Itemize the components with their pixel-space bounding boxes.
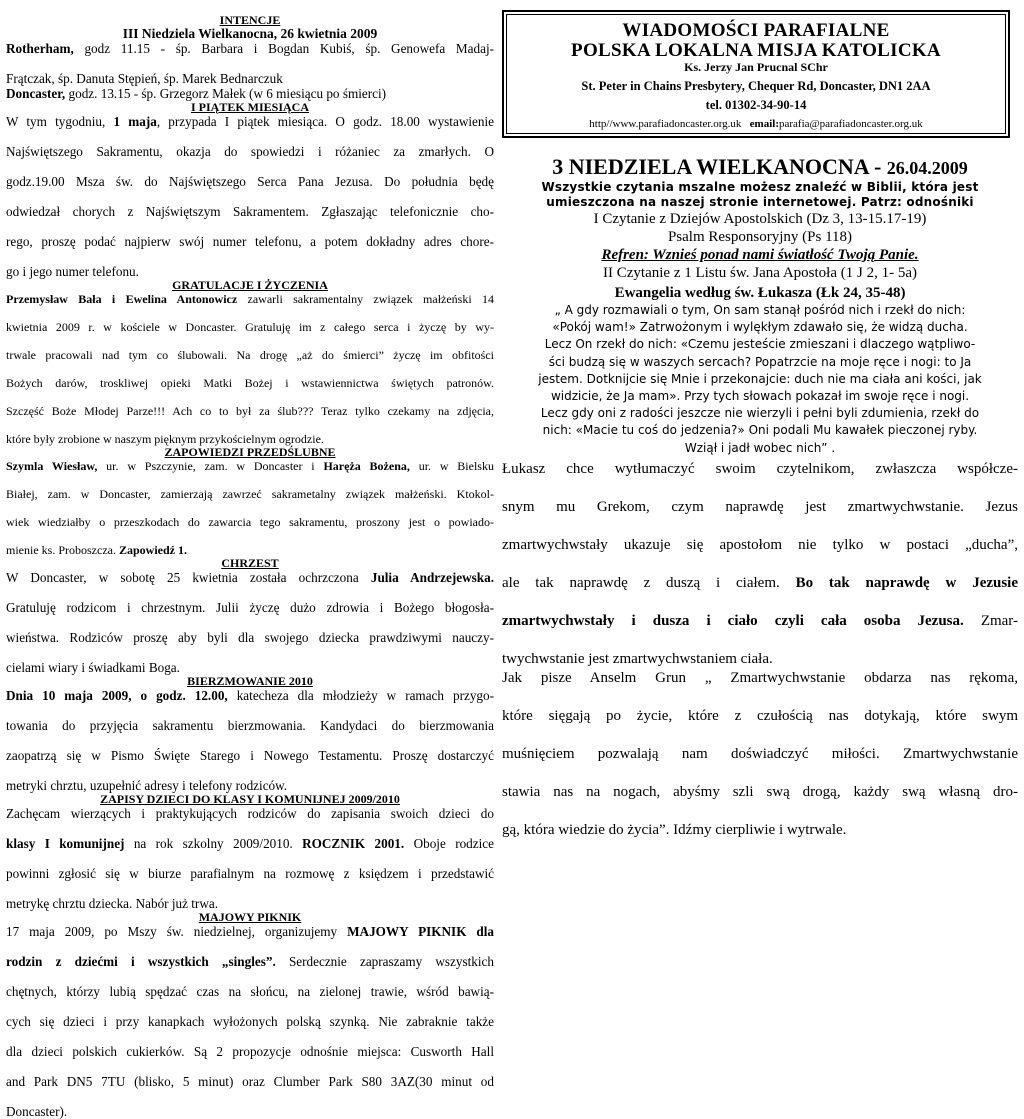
email-link[interactable]: parafia@parafiadoncaster.org.uk <box>779 118 923 130</box>
website-link[interactable]: http//www.parafiadoncaster.org.uk <box>589 118 742 130</box>
gospel-title: Ewangelia według św. Łukasza (Łk 24, 35-48) <box>614 285 906 301</box>
email-label: email: <box>749 118 779 130</box>
masthead-box <box>502 10 1010 138</box>
newsletter-title: WIADOMOŚCI PARAFIALNE <box>622 20 890 41</box>
chrzest-heading: CHRZEST <box>221 556 279 570</box>
readings-section <box>502 155 1018 840</box>
chrzest-text: W Doncaster, w sobotę 25 kwietnia została ochrzczona Julia Andrzejewska. Gratuluję rodzicom i chrzestnym. Julii życzę dużo zdrowia i Bożego błogosła- wieństwa. Rodziców proszę aby byli dla swojego dziecka prawdziwymi nauczy- cielami wiary i świadkami Boga. <box>6 570 494 675</box>
bible-note-line2: umieszczona na naszej stronie internetowej. Patrz: odnośniki <box>546 195 974 209</box>
psalm: Psalm Responsoryjny (Ps 118) <box>667 229 853 245</box>
intencje-text: Rotherham, godz 11.15 - śp. Barbara i Bogdan Kubiś, śp. Genowefa Madaj- Frątczak, śp. Danuta Stępień, śp. Marek Bednarczuk Doncaster, godz. 13.15 - śp. Grzegorz Małek (w 6 miesiącu po śmierci) <box>6 41 494 101</box>
piatek-text: W tym tygodniu, 1 maja, przypada I piątek miesiąca. O godz. 18.00 wystawienie Najświętszego Sakramentu, okazja do spowiedzi i różaniec za zmarłych. O godz.19.00 Msza św. do Najświętszego Serca Pana Jezusa. Do południa będę odwiedzał chorych z Najświętszym Sakramentem. Zgłaszając telefonicznie cho- rego, proszę podać najpierw swój numer telefonu, a potem dokładny adres chore- go i jego numer telefonu. <box>6 114 494 279</box>
refrain: Refren: Wznieś ponad nami światłość Twoją Panie. <box>601 247 919 263</box>
bierzmowanie-text: Dnia 10 maja 2009, o godz. 12.00, katecheza dla młodzieży w ramach przygo- towania do przyjęcia sakramentu bierzmowania. Kandydaci do bierzmowania zaopatrzą się w Pismo Święte Starego i Nowego Testamentu. Proszę dostarczyć metryki chrztu, uzupełnić adresy i telefony rodziców. <box>6 688 494 793</box>
zapowiedzi-heading: ZAPOWIEDZI PRZEDŚLUBNE <box>164 445 336 459</box>
gospel-text: „ A gdy rozmawiali o tym, On sam stanął pośród nich i rzekł do nich: «Pokój wam!» Zatrwożonym i wylękłym zdawało się, że widzą ducha. Lecz On rzekł do nich: «Czemu jesteście zmieszani i dlaczego wątpliwo- ści budzą się w waszych sercach? Popatrzcie na moje ręce i nogi: to Ja jestem. Dotknijcie się Mnie i przekonajcie: duch nie ma ciała ani kości, jak widzicie, że Ja mam». Przy tych słowach pokazał im swoje ręce i nogi. Lecz gdy oni z radości jeszcze nie wierzyli i pełni byli zdumienia, rzekł do nich: «Macie tu coś do jedzenia?» Oni podali Mu kawałek pieczonej ryby. Wziął i jadł wobec nich” . <box>538 303 982 455</box>
masthead-inner <box>506 14 1006 134</box>
bible-note-line1: Wszystkie czytania mszalne możesz znaleźć w Biblii, która jest <box>541 180 979 194</box>
phone: tel. 01302-34-90-14 <box>705 98 807 112</box>
sunday-title: 3 NIEDZIELA WIELKANOCNA - 26.04.2009 <box>552 154 968 179</box>
zapisy-text: Zachęcam wierzących i praktykujących rodziców do zapisania swoich dzieci do klasy I komunijnej na rok szkolny 2009/2010. ROCZNIK 2001. Oboje rodzice powinni zgłosić się w biurze parafialnym na rozmowę z księdzem i przedstawić metrykę chrztu dziecka. Nabór już trwa. <box>6 806 495 911</box>
priest-name: Ks. Jerzy Jan Prucnal SChr <box>684 60 828 74</box>
piatek-heading: I PIĄTEK MIESIĄCA <box>190 100 310 114</box>
mission-title: POLSKA LOKALNA MISJA KATOLICKA <box>571 40 941 61</box>
zapisy-heading: ZAPISY DZIECI DO KLASY I KOMUNIJNEJ 2009/2010 <box>100 792 400 806</box>
commentary: Łukasz chce wytłumaczyć swoim czytelnikom, zwłaszcza współcze- snym mu Grekom, czym naprawdę jest zmartwychwstanie. Jezus zmartwychwstały ukazuje się apostołom nie tylko w postaci „ducha”, ale tak naprawdę z duszą i ciałem. Bo tak naprawdę w Jezusie zmartwychwstały i dusza i ciało czyli cała osoba Jezusa. Zmar- twychwstanie jest zmartwychwstaniem ciała. Jak pisze Anselm Grun „ Zmartwychwstanie obdarza nas rękoma, które sięgają po życie, które z czułością nas dotykają, które swym muśnięciem pozwalają nam doświadczyć miłości. Zmartwychwstanie stawia nas na nogach, abyśmy szli swą drogą, każdy swą własną dro- gą, która wiedzie do życia”. Idźmy cierpliwie i wytrwale. <box>502 460 1019 838</box>
second-reading: II Czytanie z 1 Listu św. Jana Apostoła (1 J 2, 1- 5a) <box>603 265 917 281</box>
intencje-heading: INTENCJE <box>219 13 281 27</box>
bierzmowanie-heading: BIERZMOWANIE 2010 <box>187 674 313 688</box>
piknik-heading: MAJOWY PIKNIK <box>198 910 302 924</box>
intencje-subheading: III Niedziela Wielkanocna, 26 kwietnia 2009 <box>122 26 378 41</box>
contact-links <box>507 117 1005 131</box>
first-reading: I Czytanie z Dziejów Apostolskich (Dz 3, 13-15.17-19) <box>593 211 927 227</box>
left-column <box>6 14 494 1119</box>
zapowiedzi-text: Szymla Wiesław, ur. w Pszczynie, zam. w Doncaster i Haręża Bożena, ur. w Bielsku Białej, zam. w Doncaster, zamierzają zawrzeć sakrametalny związek małżeński. Ktokol- wiek wiedziałby o przeszkodach do zawarcia tego sakramentu, proszony jest o powiado- mienie ks. Proboszcza. Zapowiedź 1. <box>6 459 494 557</box>
address: St. Peter in Chains Presbytery, Chequer Rd, Doncaster, DN1 2AA <box>581 79 931 93</box>
gratulacje-text: Przemysław Bała i Ewelina Antonowicz zawarli sakramentalny związek małżeński 14 kwietnia 2009 r. w kościele w Doncaster. Gratuluję im z całego serca i życzę by wy- trwale pracowali nad tym co ślubowali. Na drogę „aż do śmierci” życzę im obfitości Bożych darów, troskliwej opieki Matki Bożej i wstawiennictwa świętych patronów. Szczęść Boże Młodej Parze!!! Ach co to był za ślub??? Teraz tylko czekamy na zdjęcia, które były zrobione w naszym pięknym przykościelnym ogrodzie. <box>6 292 494 446</box>
gratulacje-heading: GRATULACJE I ŻYCZENIA <box>172 278 328 292</box>
piknik-text: 17 maja 2009, po Mszy św. niedzielnej, organizujemy MAJOWY PIKNIK dla rodzin z dziećmi i wszystkich „singles”. Serdecznie zapraszamy wszystkich chętnych, którzy lubią spędzać czas na słońcu, na zielonej trawie, wśród bawią- cych się dzieci i przy kanapkach wyłożonych polską szynką. Nie zabraknie także dla dzieci polskich cukierków. Są 2 propozycje odnośnie miejsca: Cusworth Hall and Park DN5 7TU (blisko, 5 minut) oraz Clumber Park S80 3AZ(30 minut od Doncaster). <box>6 924 494 1119</box>
